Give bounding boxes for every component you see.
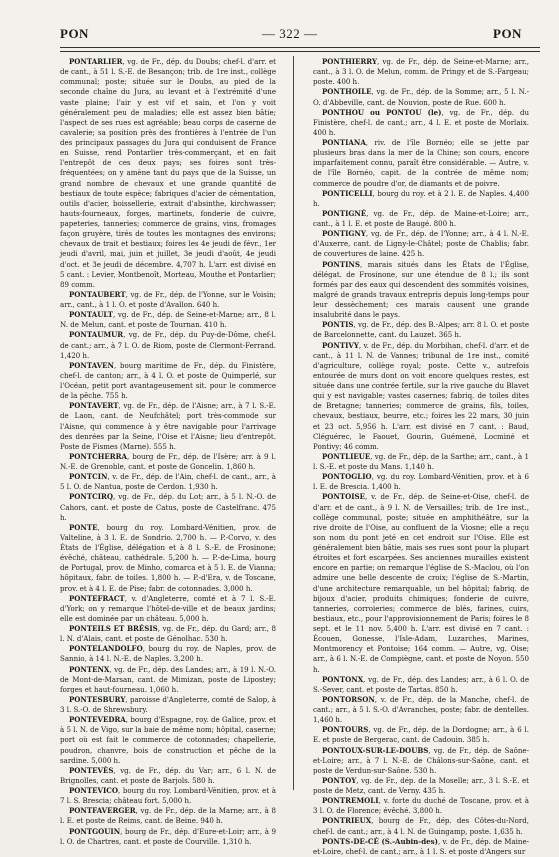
entry-headword: PONTHIERRY (322, 57, 377, 66)
entry-text: , vg. de Fr., dép. de la Dordogne; arr., à 6 l. E. et poste de Bergerac, cant. de Cadouin. 385 h. (313, 725, 529, 745)
gazetteer-entry (313, 108, 529, 138)
gazetteer-entry (60, 594, 276, 624)
entry-text: , vg. de Fr., dép. de l'Yonne, sur le Voisin; arr., cant., à 1 l. O. et poste d'Avallon. 640 h. (60, 289, 276, 309)
entry-text: , bourg de Fr., dép. des Côtes-du-Nord, chef-l. de cant.; arr., à 4 l. N. de Guingamp, poste. 1,635 h. (313, 816, 529, 836)
entry-headword: PONTIS (322, 320, 354, 330)
entry-headword: PONTELANDOLFO (69, 644, 143, 654)
entry-headword: PONTEFRACT (69, 593, 125, 603)
gazetteer-entry (313, 138, 529, 189)
entry-headword: PONTHOILE (322, 87, 372, 97)
entry-text: , bourg du roy. de Naples, prov. de Sannio, à 14 l. N.-E. de Naples. 3,200 h. (60, 644, 276, 664)
gazetteer-entry (313, 492, 529, 674)
gazetteer-entry (60, 57, 276, 290)
entry-text: , vg. de Fr., dép. du Gard; arr., 8 l. N. d'Alais, cant. et poste de Génolhac. 530 h. (60, 624, 276, 644)
entry-text: , vg. de Fr., dép. des Landes; arr., à 6 l. O. de S.-Sever, cant. et poste de Tartas. 850 h. (313, 674, 529, 694)
gazetteer-entry (313, 209, 529, 229)
column-divider (293, 56, 294, 790)
gazetteer-entry (313, 725, 529, 745)
right-column (313, 57, 529, 856)
entry-headword: PONTCIN (69, 472, 108, 482)
gazetteer-entry (60, 472, 276, 492)
entry-headword: PONTONX (322, 674, 364, 684)
gazetteer-entry (60, 624, 276, 644)
entry-text: , paroisse d'Angleterre, comté de Salop, à 3 l. S.-O. de Shrewsbury. (60, 694, 276, 714)
gazetteer-entry (60, 715, 276, 766)
entry-text: , bourg du roy. et à 2 l. E. de Naples. 4,400 h. (313, 188, 529, 208)
entry-text: , vg. de Fr., dép. du Puy-de-Dôme, chef-l. de cant.; arr., à 7 l. O. de Riom, poste de Clermont-Ferrand. 1,420 h. (60, 330, 276, 360)
gazetteer-entry (313, 472, 529, 492)
gazetteer-entry (313, 320, 529, 340)
entry-headword: PONTCHERRA (69, 451, 127, 461)
entry-text: , vg. de Fr., dép. du Doubs; chef-l. d'arr. et de cant., à 51 l. S.-E. de Besançon; trib. de 1re inst., collège communal; poste; située sur le Doubs, au pied de la seconde chaîne du Jura, au levant et à l'extrémité d'une vaste plaine; l'air y est vif et sain, et l'on y voit généralement peu de maladies; elle est assez bien bâtie; l'aspect de ses rues est agréable; beau corps de caserne de cavalerie; sa position près des frontières à l'entrée de l'un des principaux passages du Jura qui conduisent de France en Suisse, rend Pontarlier très-commerçant, et en fait l'entrepôt de ces deux pays; ses foires sont très-fréquentées; on y amène tant du pays que de la Suisse, un grand nombre de chevaux et une grande quantité de bestiaux de toute espèce; fabriques d'acier de cémentation, outils d'acier, boissellerie, extrait d'absinthe, kirchwasser; hauts-fourneaux, forges, martinets, fonderie de cuivre, papeteries, tanneries; commerce de grains, vins, fromages façon gruyère, tirés de toutes les montagnes des environs; chevaux de trait et bestiaux; foires les 4e jeudi de févr., 1er jeudi d'avril, mai, juin et juillet, 3e jeudi d'août, 4e jeudi d'oct. et 3e jeudi de décembre. 4,707 h. L'arr. est divisé en 5 cant. : Levier, Montbenoît, Morteau, Mouthe et Pontarlier; 89 comm. (60, 57, 276, 289)
entry-headword: PONTLIEUE (322, 451, 371, 461)
gazetteer-entry (313, 452, 529, 472)
entry-headword: PONTRIEUX (322, 816, 372, 826)
gazetteer-entry (313, 796, 529, 816)
entry-text: , bourg du roy. Lombard-Vénitien, prov. de Valteline, à 3 l. E. de Sondrio. 2,700 h. — P.-Corvo, v. des États de l'Église, délégation et à 8 l. S.-E. de Frosinone; évêché, château, cathédrale. 5,200 h. — P.-de-Lima, bourg de Portugal, prov. de Minho, comarca et à 5 l. E. de Vianna; hôpitaux, fabr. de toiles. 1,800 h. — P.-d'Era, v. de Toscane, prov. et à 4 l. E. de Pise; fabr. de cotonnades. 3,000 h. (60, 522, 276, 593)
gazetteer-entry (60, 492, 276, 522)
entry-headword: PONTOISE (322, 492, 366, 502)
entry-headword: PONTESBURY (69, 694, 126, 704)
gazetteer-entry (60, 695, 276, 715)
gazetteer-entry (60, 452, 276, 472)
entry-text: , vg. de Fr., dép. de Seine-et-Marne; arr., 8 l. N. de Melun, cant. et poste de Tournan. 410 h. (60, 310, 276, 330)
entry-text: , vg. de Fr., dép. de la Somme; arr., 5 l. N.-O. d'Abbeville, cant. de Nouvion, poste de Rue. 600 h. (313, 87, 529, 107)
gazetteer-entry (313, 189, 529, 209)
entry-text: , vg. de Fr., dép. de Seine-et-Marne; arr., cant., à 3 l. O. de Melun, comm. de Pringy et de S.-Fargeau; poste. 400 h. (313, 57, 529, 87)
entry-text: , vg. de Fr., dép. de Saône-et-Loire; arr., à 7 l. N.-E. de Châlons-sur-Saône, cant. et poste de Verdun-sur-Saône. 530 h. (313, 745, 529, 775)
entry-text: , v. de Fr., dép. de la Manche, chef-l. de cant.; arr., à 5 l. S.-O. d'Avranches, poste; fabr. de dentelles. 1,460 h. (313, 694, 529, 725)
entry-headword: PONTOURS (322, 725, 369, 735)
entry-text: , vg. de Fr., dép. de l'Aisne; arr., à 7 l. S.-E. de Laon, cant. de Neufchâtel; port très-commode sur l'Aisne, qui commence à y être navigable pour l'arrivage des denrées par la Seine, l'Oise et l'Aisne; lieu d'entrepôt. Poste de Fismes (Marne). 555 h. (60, 401, 276, 451)
entry-headword: PONTIGNY (322, 229, 366, 239)
gazetteer-entry (313, 341, 529, 452)
gazetteer-entry (313, 675, 529, 695)
entry-headword: PONTEVICO (69, 786, 119, 795)
entry-text: , v. forte du duché de Toscane, prov. et à 3 l. O. de Florence; évêché. 3,800 h. (313, 796, 529, 816)
gazetteer-entry (60, 827, 276, 847)
entry-headword: PONTORSON (322, 694, 375, 704)
entry-headword: PONTIANA (322, 138, 366, 147)
entry-text: , bourg du roy. Lombard-Vénitien, prov. et à 7 l. S. Brescia; château fort. 5,000 h. (60, 786, 276, 806)
gazetteer-entry (60, 786, 276, 806)
gazetteer-entry (313, 776, 529, 796)
gazetteer-entry (313, 260, 529, 321)
gazetteer-entry (313, 816, 529, 836)
entry-headword: PONTOUX-SUR-LE-DOUBS (322, 745, 429, 755)
gazetteer-entry (60, 330, 276, 360)
entry-headword: PONTEILS ET BRÉSIS (69, 624, 158, 633)
entry-text: , bourg maritime de Fr., dép. du Finistère, chef-l. de canton; arr., à 4 l. O. et poste de Quimperlé, sur l'Océan, petit port avantageusement sit. pour le commerce de la pêche. 755 h. (60, 360, 276, 401)
gazetteer-entry (60, 523, 276, 594)
entry-headword: PONTHOU ou PONTOU (le) (322, 107, 442, 117)
gazetteer-entry (60, 310, 276, 330)
entry-text: , vg. de Fr., dép. de la Marne; arr., à 8 l. E. et poste de Reims, cant. de Beine. 940 h. (60, 806, 276, 826)
running-header (0, 26, 559, 46)
header-rule-top (60, 47, 540, 48)
entry-text: , bourg de Fr., dép. d'Eure-et-Loir; arr., à 9 l. O. de Chartres, cant. et poste de Courville. 1,310 h. (60, 826, 276, 846)
entry-text: , v. de Fr., dép. du Morbihan, chef-l. d'arr. et de cant., à 11 l. N. de Vannes; tribunal de 1re inst., comité d'agriculture, collège royal; poste. Cette v., autrefois entourée de murs dont on voit encore quelques restes, est située dans une contrée fertile, sur la rive gauche du Blavet qui y est navigable; vastes casernes; fabriq. de toiles dites de Bretagne; tanneries; commerce de grains, fils, toiles, chevaux, bestiaux, beurre, etc.; foires les 22 mars, 30 juin et 23 oct. 5,956 h. L'arr. est divisé en 7 cant. : Baud, Cléguérec, le Faouet, Gourin, Guémené, Locminé et Pontivy; 46 comm. (313, 340, 529, 451)
entry-text: , vg. de Fr., dép. des B.-Alpes; arr. 8 l. O. et poste de Barcelonnette, cant. du Lauzet. 365 h. (313, 320, 529, 340)
entry-text: , v. de Fr., dép. de Maine-et-Loire, chef-l. de cant.; arr., à 1 l. S. et poste d'Angers sur (313, 836, 529, 856)
entry-text: , bourg de Fr., dép. de l'Isère; arr. à 9 l. N.-E. de Grenoble, cant. et poste de Goncelin. 1,860 h. (60, 451, 276, 471)
entry-text: , vg. de Fr., dép. des Landes; arr., à 19 l. N.-O. de Mont-de-Marsan, cant. de Mimizan, poste de Lipostey; forges et haut-fourneau. 1,060 h. (60, 664, 276, 694)
entry-headword: PONTAULT (69, 310, 113, 320)
entry-text: , vg. de Fr., dép. de Maine-et-Loire; arr., cant., à 1 l. E. et poste de Baugé. 800 h. (313, 208, 529, 228)
gazetteer-entry (60, 665, 276, 695)
entry-headword: PONTENX (69, 664, 110, 674)
entry-text: , vg. de Fr., dép. de l'Yonne; arr., à 4 l. N.-E. d'Auxerre, cant. de Ligny-le-Châtel; poste de Chablis; fabr. de couvertures de laine. 425 h. (313, 229, 529, 259)
entry-headword: PONTCIRQ (69, 492, 114, 502)
gazetteer-entry (60, 290, 276, 310)
entry-headword: PONTARLIER (69, 57, 123, 66)
entry-headword: PONTAVERT (69, 401, 119, 411)
entry-headword: PONTREMOLI (322, 796, 379, 806)
entry-headword: PONTINS (322, 259, 360, 269)
entry-text: , vg. de Fr., dép. de la Moselle; arr., 3 l. S.-E. et poste de Metz, cant. de Verny. 435 h. (313, 775, 529, 795)
page-number: — 322 — (262, 26, 318, 41)
entry-text: , vg. de Fr., dép. de la Sarthe; arr., cant., à 1 l. S.-E. et poste du Mans. 1,140 h. (313, 451, 529, 471)
gazetteer-entry (60, 806, 276, 826)
gazetteer-entry (60, 644, 276, 664)
entry-headword: PONTE (69, 522, 98, 532)
entry-headword: PONTFAVERGER (69, 806, 136, 816)
entry-text: , v. de Fr., dép. de l'Ain, chef-l. de cant., arr., à 5 l. O. de Nantua, poste de Cerdon. 1,930 h. (60, 472, 276, 492)
entry-headword: PONTAUMUR (69, 330, 124, 340)
gazetteer-entry (313, 746, 529, 776)
header-left-word: PON (60, 26, 89, 41)
entry-text: , bourg d'Espagne, roy. de Galice, prov. et à 5 l. N. de Vigo, sur la baie de même nom; hôpital, caserne; port où est fait le commerce de cotonnades; chapellerie, poudron, chanvre, bois de construction et pêche de la sardine. 5,000 h. (60, 715, 276, 765)
entry-headword: PONTEVÈS (69, 765, 114, 775)
entry-headword: PONTS-DE-CÉ (S.-Aubin-des) (322, 836, 438, 846)
entry-text: , riv. de l'île Bornéo; elle se jette par plusieurs bras dans la mer de la Chine; son cours, encore imparfaitement connu, paraît être considérable. — Autre, v. de l'île Bornéo, capit. de la contrée de même nom; commerce de poudre d'or, de diamants et de poivre. (313, 138, 529, 188)
gazetteer-entry (60, 766, 276, 786)
left-column (60, 57, 276, 846)
entry-text: , marais situés dans les États de l'Église, délégat. de Frosinone, sur une étendue de 8 l.; ils sont formés par des eaux qui descendent des sommités voisines, malgré de grands travaux entrepris depuis long-temps pour leur dessèchement; ces marais causent une grande insalubrité dans le pays. (313, 259, 529, 320)
gazetteer-entry (313, 87, 529, 107)
entry-text: , vg. de Fr., dép. du Lot; arr., à 5 l. N.-O. de Cahors, cant. et poste de Catus, poste de Castelfranc. 475 h. (60, 492, 276, 522)
header-rule-bottom (60, 51, 540, 52)
entry-headword: PONTGOUIN (69, 826, 121, 836)
gazetteer-entry (60, 361, 276, 402)
entry-headword: PONTIGNÉ (322, 208, 367, 218)
entry-text: , vg. de Fr., dép. du Finistère, chef-l. de cant.; arr., 4 l. E. et poste de Morlaix. 400 h. (313, 107, 529, 137)
header-right-word: PON (493, 26, 522, 41)
entry-headword: PONTAUBERT (69, 289, 126, 299)
entry-headword: PONTAVEN (69, 360, 114, 370)
gazetteer-entry (313, 229, 529, 259)
gazetteer-entry (313, 695, 529, 725)
entry-text: , v. d'Angleterre, comté et à 7 l. S.-E. d'York; on y remarque l'hôtel-de-ville et de beaux jardins; elle est dominée par un château. 5,000 h. (60, 593, 276, 623)
entry-text: , vg. de Fr., dép. du Var; arr., 6 l. N. de Brignolles, cant. et poste de Barjols. 580 h. (60, 765, 276, 785)
entry-text: , vg. du roy. Lombard-Vénitien, prov. et à 6 l. E. de Brescia. 1,400 h. (313, 472, 529, 492)
entry-headword: PONTOGLIO (322, 472, 372, 482)
gazetteer-entry (60, 401, 276, 452)
entry-headword: PONTEVEDRA (69, 715, 126, 725)
entry-headword: PONTIVY (322, 340, 359, 350)
gazetteer-entry (313, 57, 529, 87)
gazetteer-entry (313, 837, 529, 857)
entry-headword: PONTOY (322, 775, 357, 785)
entry-headword: PONTICELLI (322, 188, 373, 198)
entry-text: , v. de Fr., dép. de Seine-et-Oise, chef-l. de d'arr. et de cant., à 9 l. N. de Versailles; trib. de 1re inst., collège communal, poste; située en amphithéâtre, sur la rive droite de l'Oise, au confluent de la Viosne; elle a reçu son nom du pont jeté en cet endroit sur l'Oise. Elle est généralement bien bâtie, mais ses rues sont pour la plupart étroites et fort escarpées. Ses anciennes murailles existent encore en partie; on remarque l'église de S.-Maclou, où l'on admire une belle descente de croix; l'église de S.-Martin, d'une architecture remarquable, un bel hôpital; fabriq. de bijoux d'acier, produits chimiques; fonderie de cuivre, tanneries, corroieries; commerce de blés, farines, cuirs, bestiaux, etc., pour l'approvisionnement de Paris; foires le 8 sept. et le 11 nov. 5,400 h. L'arr. est divisé en 7 cant. : Écouen, Gonesse, l'Isle-Adam, Luzarches, Marines, Montmorency et Pontoise; 164 comm. — Autre, vg. Oise; arr., à 6 l. N.-E. de Compiègne, cant. et poste de Noyon. 550 h. (313, 492, 529, 674)
